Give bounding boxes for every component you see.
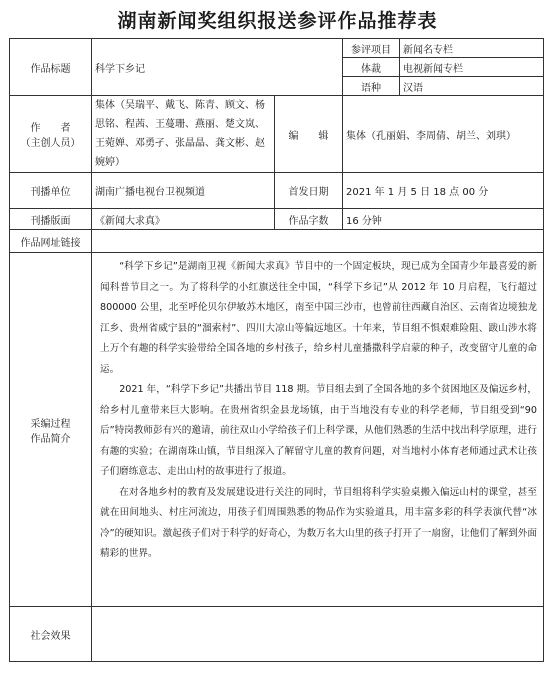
web-link-value xyxy=(92,230,544,253)
author-label-line1: 作 者 xyxy=(30,123,71,134)
work-title-label: 作品标题 xyxy=(10,39,92,96)
publish-page-label: 刊播版面 xyxy=(10,209,92,230)
language-label: 语种 xyxy=(343,77,400,96)
authors-value: 集体（吴瑞平、戴飞、陈青、顾文、杨思铭、程茜、王蔓珊、燕丽、楚文岚、王菀婵、邓勇孑、张晶晶、龚文彬、赵婉婷） xyxy=(92,96,275,173)
editor-label: 编 辑 xyxy=(275,96,343,173)
entry-item-value: 新闻名专栏 xyxy=(400,39,544,58)
author-label-line2: （主创人员） xyxy=(20,138,81,149)
genre-value: 电视新闻专栏 xyxy=(400,58,544,77)
intro-content xyxy=(92,253,544,607)
entry-item-label: 参评项目 xyxy=(343,39,400,58)
first-pub-date-value: 2021 年 1 月 5 日 18 点 00 分 xyxy=(343,173,544,209)
word-count-value: 16 分钟 xyxy=(343,209,544,230)
intro-paragraph: 2021 年，“科学下乡记”共播出节目 118 期。节目组去到了全国各地的多个贫困地区及偏远乡村，给乡村儿童带来巨大影响。在贵州省织金县龙场镇，由于当地没有专业的科学老师，节目组受到“90 后”特岗教师彭有兴的邀请，前往双山小学给孩子们上科学课，从他们熟悉的生活中找出科学原理，进行有趣的实验；在湖南珠山镇，节目组深入了解留守儿童的教育问题，对当地村小体育老师通过武术让孩子们磨练意志、走出山村的故事进行了报道。 xyxy=(100,384,537,477)
intro-label xyxy=(10,253,92,607)
publish-page-value: 《新闻大求真》 xyxy=(92,209,275,230)
social-effect-value xyxy=(92,607,544,662)
genre-label: 体裁 xyxy=(343,58,400,77)
recommendation-form xyxy=(9,38,544,662)
web-link-label: 作品网址链接 xyxy=(10,230,92,253)
editors-value: 集体（孔丽娟、李周倩、胡兰、刘琪） xyxy=(343,96,544,173)
publish-unit-label: 刊播单位 xyxy=(10,173,92,209)
author-label xyxy=(10,96,92,173)
work-title-value: 科学下乡记 xyxy=(92,39,343,96)
word-count-label: 作品字数 xyxy=(275,209,343,230)
publish-unit-value: 湖南广播电视台卫视频道 xyxy=(92,173,275,209)
document-title: 湖南新闻奖组织报送参评作品推荐表 xyxy=(117,10,438,32)
social-effect-label: 社会效果 xyxy=(10,607,92,662)
intro-label-line1: 采编过程 xyxy=(30,418,71,430)
intro-label-line2: 作品简介 xyxy=(30,433,71,445)
intro-paragraph: 在对各地乡村的教育及发展建设进行关注的同时，节目组将科学实验桌搬入偏远山村的课堂，甚至就在田间地头、村庄河流边，用孩子们周围熟悉的物品作为实验道具，用丰富多彩的科学表演代替“冰冷”的硬知识。激起孩子们对于科学的好奇心，为数万名大山里的孩子打开了一扇窗，让他们了解到外面精彩的世界。 xyxy=(100,486,537,559)
language-value: 汉语 xyxy=(400,77,544,96)
first-pub-date-label: 首发日期 xyxy=(275,173,343,209)
intro-paragraph: “科学下乡记”是湖南卫视《新闻大求真》节目中的一个固定板块，现已成为全国青少年最喜爱的新闻科普节目之一。为了将科学的小红旗送往全中国，“科学下乡记”从 2012 年 10 月启程，飞行超过 800000 公里，北至呼伦贝尔伊敏苏木地区，南至中国三沙市，也曾前往西藏自治区、云南省边境独龙江乡、贵州省威宁县的“溜索村”、四川大凉山等偏远地区。十年来，节目组不惧艰难险阻、跋山涉水将上万个有趣的科学实验带给全国各地的乡村孩子，给乡村儿童播撒科学启蒙的种子，改变留守儿童的命运。 xyxy=(100,261,537,375)
